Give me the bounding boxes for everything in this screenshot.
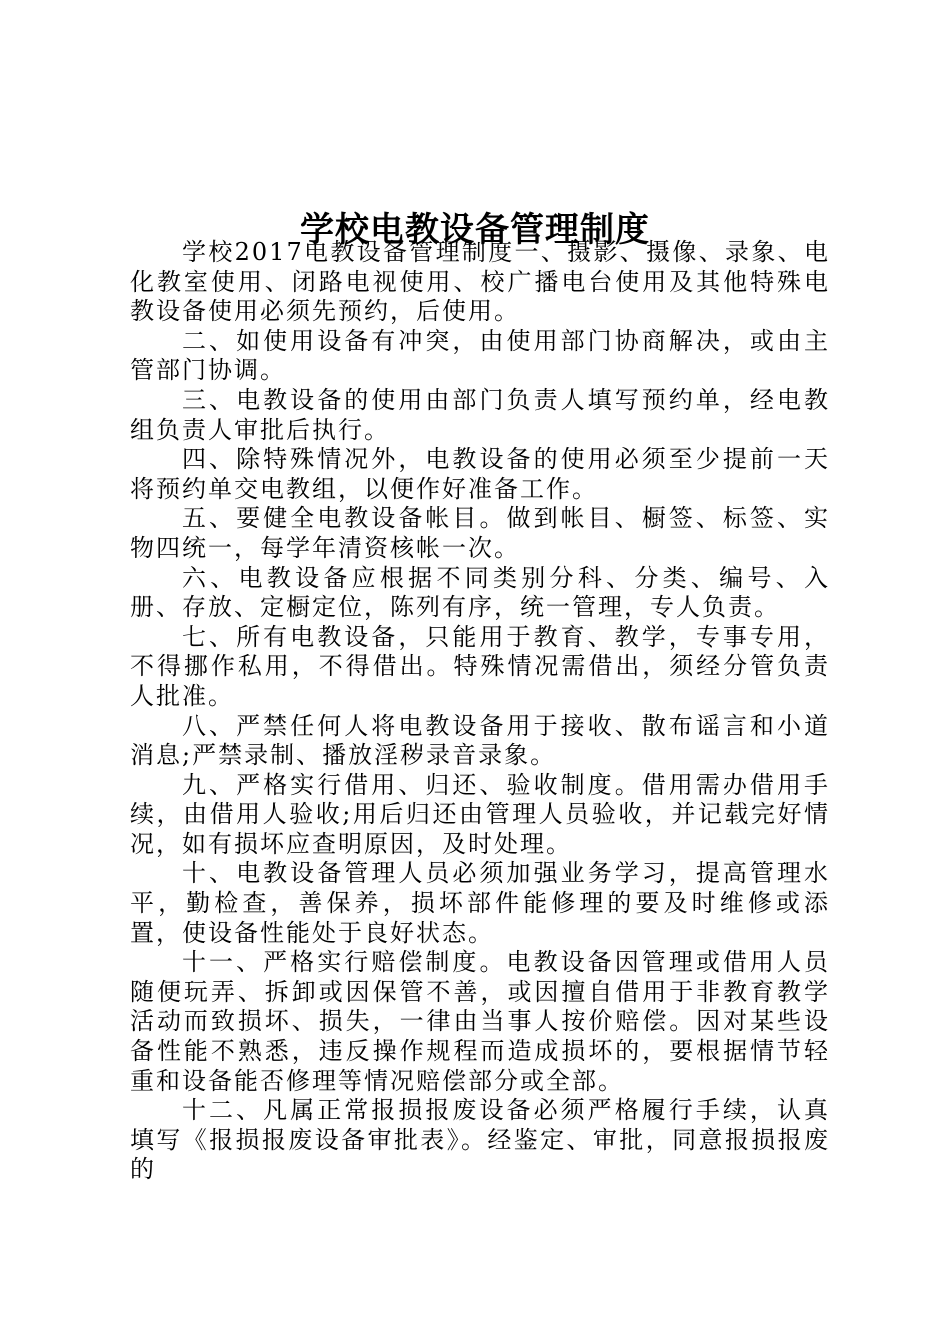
paragraph-5: 五、要健全电教设备帐目。做到帐目、橱签、标签、实物四统一，每学年清资核帐一次。	[130, 504, 830, 562]
paragraph-11: 十一、严格实行赔偿制度。电教设备因管理或借用人员随便玩弄、拆卸或因保管不善，或因擅自借用于非教育教学活动而致损坏、损失，一律由当事人按价赔偿。因对某些设备性能不熟悉，违反操作规程而造成损坏的，要根据情节轻重和设备能否修理等情况赔偿部分或全部。	[130, 948, 830, 1095]
paragraph-12: 十二、凡属正常报损报废设备必须严格履行手续，认真填写《报损报废设备审批表》。经鉴定、审批，同意报损报废的	[130, 1096, 830, 1184]
paragraph-8: 八、严禁任何人将电教设备用于接收、散布谣言和小道消息;严禁录制、播放淫秽录音录象。	[130, 711, 830, 770]
paragraph-7: 七、所有电教设备，只能用于教育、教学，专事专用，不得挪作私用，不得借出。特殊情况需借出，须经分管负责人批准。	[130, 622, 830, 710]
paragraph-2: 二、如使用设备有冲突，由使用部门协商解决，或由主管部门协调。	[130, 326, 830, 385]
paragraph-3: 三、电教设备的使用由部门负责人填写预约单，经电教组负责人审批后执行。	[130, 385, 830, 444]
paragraph-9: 九、严格实行借用、归还、验收制度。借用需办借用手续，由借用人验收;用后归还由管理人员验收，并记载完好情况，如有损坏应查明原因，及时处理。	[130, 770, 830, 858]
document-body	[130, 238, 830, 1185]
paragraph-6: 六、电教设备应根据不同类别分科、分类、编号、入册、存放、定橱定位，陈列有序，统一管理，专人负责。	[130, 563, 830, 622]
paragraph-intro: 学校2017电教设备管理制度一、摄影、摄像、录象、电化教室使用、闭路电视使用、校广播电台使用及其他特殊电教设备使用必须先预约，后使用。	[130, 238, 830, 326]
paragraph-4: 四、除特殊情况外，电教设备的使用必须至少提前一天将预约单交电教组，以便作好准备工作。	[130, 445, 830, 503]
paragraph-10: 十、电教设备管理人员必须加强业务学习，提高管理水平，勤检查，善保养，损坏部件能修理的要及时维修或添置，使设备性能处于良好状态。	[130, 859, 830, 947]
document-title: 学校电教设备管理制度	[300, 209, 650, 250]
